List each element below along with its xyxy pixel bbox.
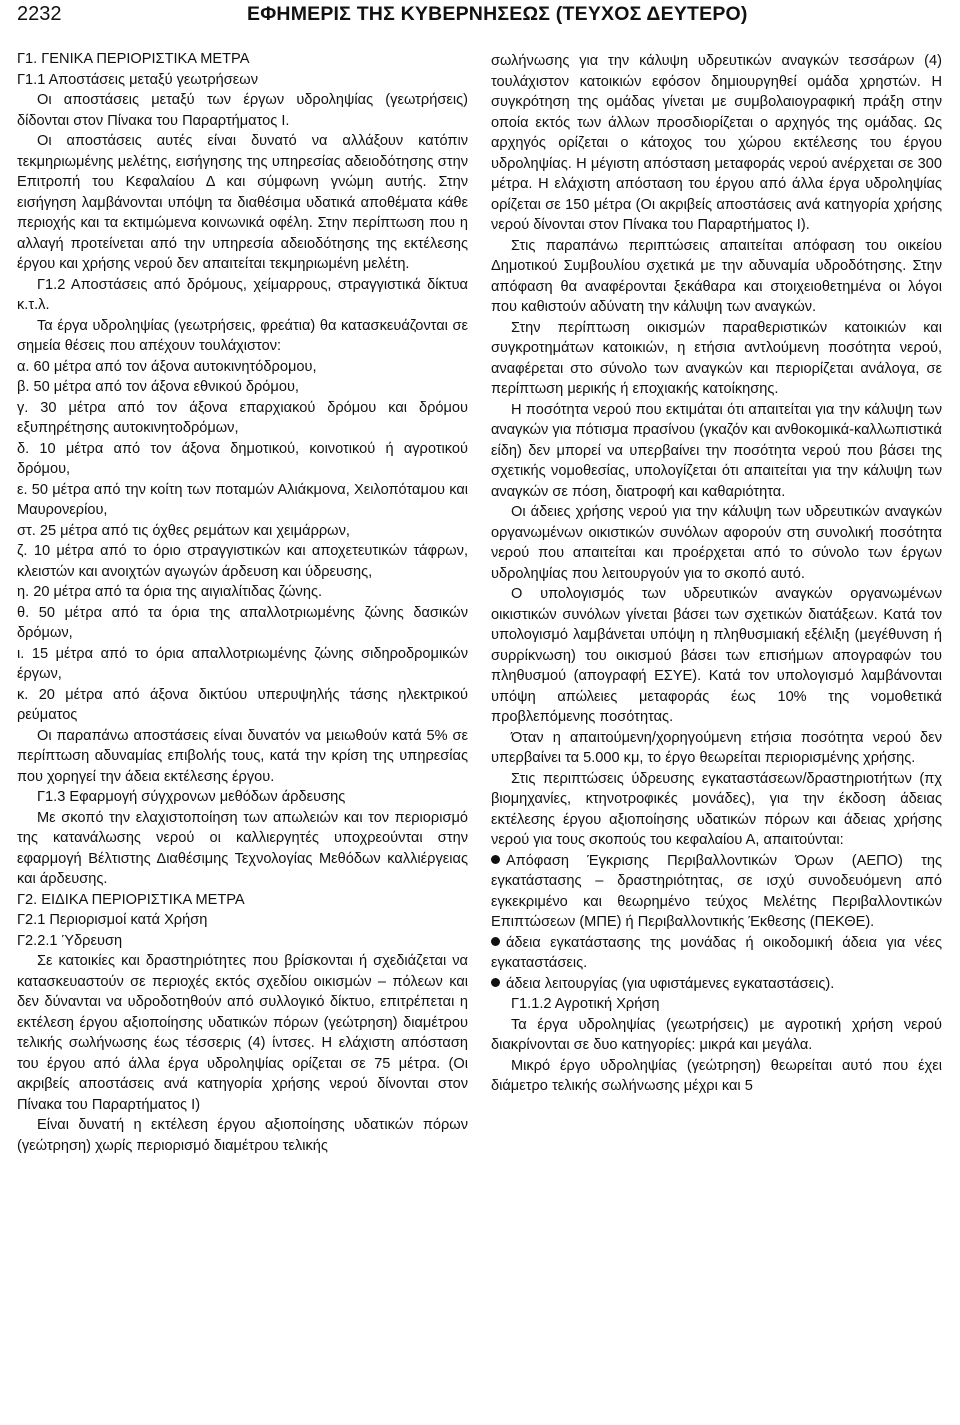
right-column [491,51,942,1097]
paragraph: Οι παραπάνω αποστάσεις είναι δυνατόν να μειωθούν κατά 5% σε περίπτωση αδυναμίας επιβολής τους, κατά την κρίση της υπηρεσίας που χορηγεί την άδεια εκτέλεσης έργου. [17,727,468,785]
paragraph: Σε κατοικίες και δραστηριότητες που βρίσκονται ή σχεδιάζεται να κατασκευαστούν σε περιοχές εκτός σχεδίου οικισμών – πόλεων και δεν δύνανται να υδροδοτηθούν από συλλογικό δίκτυο, επιτρέπεται η εκτέλεση έργου αξιοποίησης υδατικών πόρων (γεώτρηση) διαμέτρου τελικής σωλήνωσης έως τέσσερις (4) ίντσες. Η ελάχιστη απόσταση του έργου από άλλα έργα υδροληψίας ορίζεται σε 75 μέτρα. (Οι ακριβείς αποστάσεις ανά κατηγορία χρήσης νερού δίνονται στον Πίνακα του Παραρτήματος Ι) [17,953,468,1113]
list-item: δ. 10 μέτρα από τον άξονα δημοτικού, κοινοτικού ή αγροτικού δρόμου, [17,440,468,477]
paragraph: Οι αποστάσεις μεταξύ των έργων υδροληψίας (γεωτρήσεις) δίδονται στον Πίνακα του Παραρτήματος Ι. [17,92,468,129]
paragraph: Γ1.2 Αποστάσεις από δρόμους, χείμαρρους, στραγγιστικά δίκτυα κ.τ.λ. [17,276,468,313]
paragraph: Στην περίπτωση οικισμών παραθεριστικών κατοικιών και συγκροτημάτων κατοικιών, η ετήσια αντλούμενη ποσότητα νερού, αναφέρεται στο σύνολο των αναγκών και περιορίζεται ανάλογα, σε περίπτωση μερικής ή εποχιακής κατοίκησης. [491,319,942,397]
paragraph: Οι αποστάσεις αυτές είναι δυνατό να αλλάξουν κατόπιν τεκμηριωμένης μελέτης, εισήγησης της υπηρεσίας αδειοδότησης στην Επιτροπή του Κεφαλαίου Δ και σύμφωνη γνώμη αυτής. Στην εισήγηση λαμβάνονται υπόψη τα διαθέσιμα υδατικά αποθέματα κάθε περιοχής και τα εκτιμώμενα κοινωνικά οφέλη. Στην περίπτωση που η αλλαγή προτείνεται από την υπηρεσία αδειοδότησης της εκτέλεσης έργου και χρήσης νερού δεν απαιτείται τεκμηριωμένη μελέτη. [17,133,468,272]
list-item: στ. 25 μέτρα από τις όχθες ρεμάτων και χειμάρρων, [17,522,350,539]
section-heading: Γ2.2.1 Ύδρευση [17,932,123,949]
paragraph: Γ1.1.2 Αγροτική Χρήση [511,996,660,1012]
bullet-text: Απόφαση Έγκρισης Περιβαλλοντικών Όρων (ΑΕΠΟ) της εγκατάστασης – δραστηριότητας, σε ισχύ συνοδευόμενη από εγκεκριμένο και θεωρημένο τεύχος Μελέτης Περιβαλλοντικών Επιπτώσεων (ΜΠΕ) ή Περιβαλλοντικής Έκθεσης (ΠΕΚΘΕ). [491,852,942,930]
paragraph: Ο υπολογισμός των υδρευτικών αναγκών οργανωμένων οικιστικών συνόλων γίνεται βάσει των σχετικών διατάξεων. Κατά τον υπολογισμό λαμβάνεται υπόψη η πληθυσμιακή εξέλιξη (μεγέθυνση ή συρρίκνωση) του οικισμού βάσει των επισήμων απογραφών του πληθυσμού (απογραφή ΕΣΥΕ). Κατά τον υπολογισμό λαμβάνονται υπόψη απώλειες μεταφοράς έως 10% της νομοθετικά προβλεπόμενης ποσότητας. [491,586,942,725]
paragraph: Με σκοπό την ελαχιστοποίηση των απωλειών και τον περιορισμό της κατανάλωσης νερού οι καλλιεργητές υποχρεούνται στην εφαρμογή Βέλτιστης Διαθέσιμης Τεχνολογίας Μεθόδων καλλιέργειας και άρδευσης. [17,809,468,887]
left-column [17,49,468,1156]
bullet-icon [491,937,500,946]
gazette-title: ΕΦΗΜΕΡΙΣ ΤΗΣ ΚΥΒΕΡΝΗΣΕΩΣ (ΤΕΥΧΟΣ ΔΕΥΤΕΡΟ) [247,3,748,25]
section-heading: Γ2. ΕΙΔΙΚΑ ΠΕΡΙΟΡΙΣΤΙΚΑ ΜΕΤΡΑ [17,891,245,908]
paragraph: Τα έργα υδροληψίας (γεωτρήσεις, φρεάτια) θα κατασκευάζονται σε σημεία θέσεις που απέχουν τουλάχιστον: [17,317,468,354]
list-item: θ. 50 μέτρα από τα όρια της απαλλοτριωμένης ζώνης δασικών δρόμων, [17,604,468,641]
paragraph: Τα έργα υδροληψίας (γεωτρήσεις) με αγροτική χρήση νερού διακρίνονται σε δυο κατηγορίες: μικρά και μεγάλα. [491,1016,942,1053]
bullet-icon [491,978,500,987]
paragraph: Στις παραπάνω περιπτώσεις απαιτείται απόφαση του οικείου Δημοτικού Συμβουλίου σχετικά με την αδυναμία υδροδότησης. Στην απόφαση θα αναφέρονται ξεκάθαρα και στοιχειοθετημένα οι λόγοι που καθιστούν αδύνατη την κάλυψη των αναγκών. [491,237,942,315]
bullet-item [491,974,942,995]
paragraph: Στις περιπτώσεις ύδρευσης εγκαταστάσεων/δραστηριοτήτων (πχ βιομηχανίες, κτηνοτροφικές μονάδες), για την έκδοση άδειας εκτέλεσης έργου αξιοποίησης υδατικών πόρων και άδειας χρήσης νερού για τους σκοπούς του κεφαλαίου Α, απαιτούνται: [491,770,942,848]
section-heading: Γ1. ΓΕΝΙΚΑ ΠΕΡΙΟΡΙΣΤΙΚΑ ΜΕΤΡΑ [17,51,250,67]
paragraph: σωλήνωσης για την κάλυψη υδρευτικών αναγκών τεσσάρων (4) τουλάχιστον κατοικιών εφόσον δημιουργηθεί ομάδα χρηστών. Η συγκρότηση της ομάδας γίνεται με συμβολαιογραφική πράξη στην οποία εκτός των άλλων προσδιορίζεται ο αρχηγός της ομάδας. Ως αρχηγός ορίζεται ο κάτοχος του χώρου εκτέλεσης του έργου υδροληψίας. Η μέγιστη απόσταση μεταφοράς νερού ανέρχεται σε 300 μέτρα. Η ελάχιστη απόσταση του έργου από άλλα έργα υδροληψίας ορίζεται σε 150 μέτρα (Οι ακριβείς αποστάσεις ανά κατηγορία χρήσης νερού δίνονται στον Πίνακα του Παραρτήματος Ι). [491,53,942,233]
list-item: η. 20 μέτρα από τα όρια της αιγιαλίτιδας ζώνης. [17,584,323,600]
list-item: κ. 20 μέτρα από άξονα δικτύου υπερυψηλής τάσης ηλεκτρικού ρεύματος [17,686,468,723]
list-item: β. 50 μέτρα από τον άξονα εθνικού δρόμου, [17,379,299,395]
list-item: ι. 15 μέτρα από το όρια απαλλοτριωμένης ζώνης σιδηροδρομικών έργων, [17,645,468,682]
bullet-text: άδεια λειτουργίας (για υφιστάμενες εγκαταστάσεις). [506,975,835,992]
bullet-item [491,851,942,933]
section-heading: Γ1.1 Αποστάσεις μεταξύ γεωτρήσεων [17,71,258,88]
section-heading: Γ2.1 Περιορισμοί κατά Χρήση [17,912,208,928]
bullet-text: άδεια εγκατάστασης της μονάδας ή οικοδομική άδεια για νέες εγκαταστάσεις. [491,934,942,971]
paragraph: Γ1.3 Εφαρμογή σύγχρονων μεθόδων άρδευσης [37,789,346,805]
list-item: ζ. 10 μέτρα από το όριο στραγγιστικών και αποχετευτικών τάφρων, κλειστών και ανοιχτών αγωγών άρδευση και ύδρευσης, [17,543,468,580]
list-item: γ. 30 μέτρα από τον άξονα επαρχιακού δρόμου και δρόμου εξυπηρέτησης αυτοκινητοδρόμων, [17,399,468,436]
list-item: ε. 50 μέτρα από την κοίτη των ποταμών Αλιάκμονα, Χειλοπόταμου και Μαυρονερίου, [17,481,468,518]
bullet-icon [491,855,500,864]
paragraph: Είναι δυνατή η εκτέλεση έργου αξιοποίησης υδατικών πόρων (γεώτρηση) χωρίς περιορισμό διαμέτρου τελικής [17,1117,468,1154]
page-number: 2232 [17,3,62,25]
paragraph: Η ποσότητα νερού που εκτιμάται ότι απαιτείται για την κάλυψη των αναγκών για πότισμα πρασίνου (γκαζόν και ανθοκομικά-καλλωπιστικά είδη) δεν μπορεί να υπερβαίνει την ποσότητα νερού που βάσει της σχετικής νομοθεσίας, υπολογίζεται ότι απαιτείται για την κάλυψη των αναγκών σε πόση, διατροφή και καθαριότητα. [491,401,942,500]
bullet-item [491,933,942,974]
paragraph: Όταν η απαιτούμενη/χορηγούμενη ετήσια ποσότητα νερού δεν υπερβαίνει τα 5.000 κμ, το έργο θεωρείται περιορισμένης χρήσης. [491,729,942,766]
paragraph: Οι άδειες χρήσης νερού για την κάλυψη των υδρευτικών αναγκών οργανωμένων οικιστικών συνόλων αφορούν στη συνολική ποσότητα νερού που απαιτείται και προέρχεται από το σύνολο των έργων υδροληψίας που λειτουργούν για το σκοπό αυτό. [491,504,942,582]
page-header [17,0,943,42]
list-item: α. 60 μέτρα από τον άξονα αυτοκινητόδρομου, [17,358,317,375]
paragraph: Μικρό έργο υδροληψίας (γεώτρηση) θεωρείται αυτό που έχει διάμετρο τελικής σωλήνωσης μέχρι και 5 [491,1057,942,1094]
